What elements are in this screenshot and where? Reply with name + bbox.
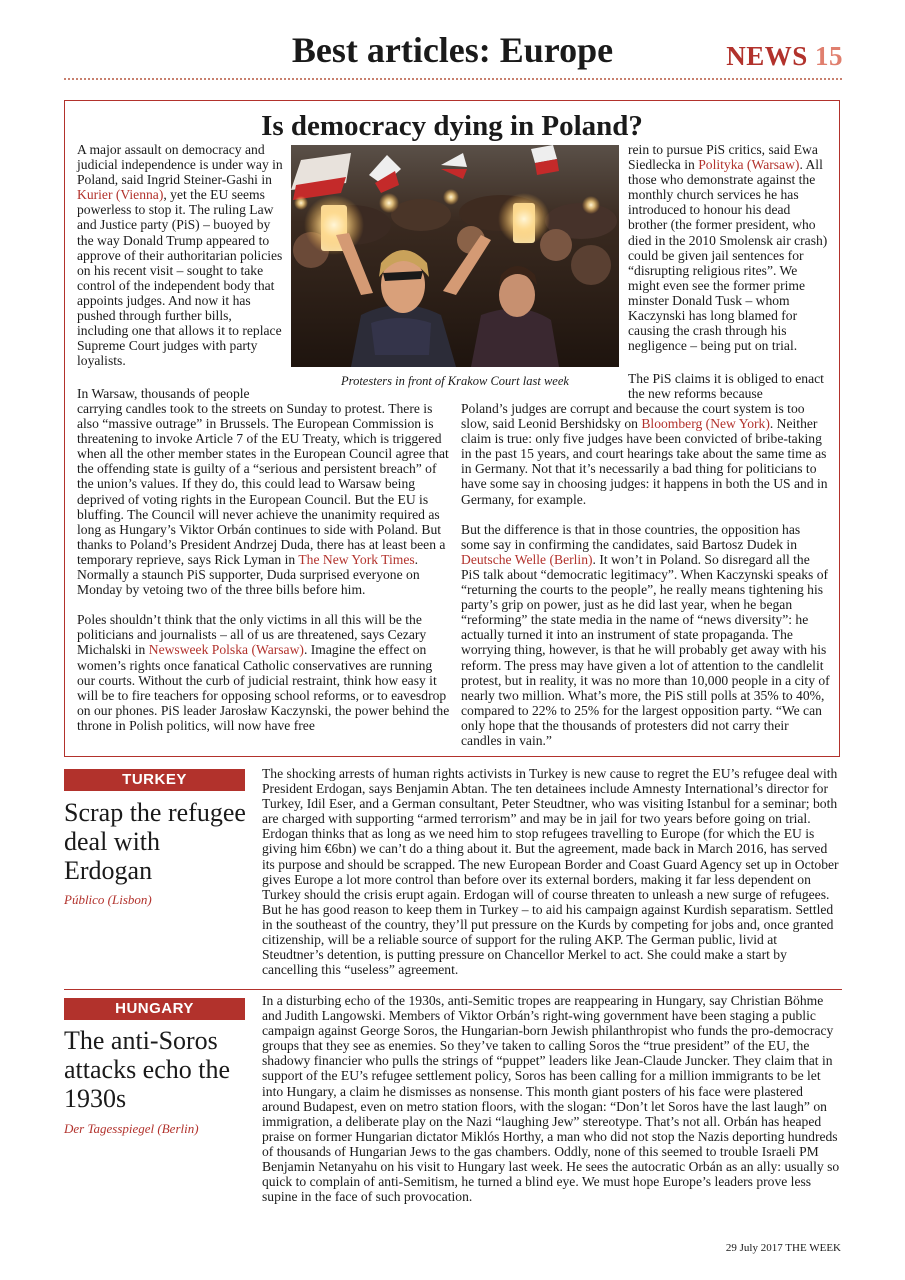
main-right-column-body xyxy=(461,401,831,748)
hungary-section-tag: HUNGARY xyxy=(64,998,245,1020)
page-title: Best articles: Europe xyxy=(291,30,614,70)
title-divider xyxy=(64,78,842,80)
text: But the difference is that in those countries, the opposition has some say in confirming the candidates, said Bartosz Dudek in xyxy=(461,521,801,552)
text: , yet the EU seems powerless to stop it. The ruling Law and Justice party (PiS) – buoyed by the way Donald Trump appeared to approve of their authoritarian policies on his recent visit – sought to take control of the independent body that appoints judges. And now it has pushed through further bills, including one that allows it to replace Supreme Court judges with party loyalists. xyxy=(77,187,283,369)
text: carrying candles took to the streets on Sunday to protest. There is also “massive outrage” in Brussels. The European Commission is threatening to invoke Article 7 of the EU Treaty, which is triggered when all the other member states in the European Council agree that the offending state is guilty of a “serious and persistent breach” of the union’s values. If they do, this could lead to Warsaw being deprived of voting rights in the European Council. But the EU is bluffing. The Council will never achieve the unanimity required as long as Hungary’s Viktor Orbán continues to side with Poland. But thanks to Poland’s President Andrzej Duda, there has at least been a temporary reprieve, says Rick Lyman in xyxy=(77,401,449,567)
source-bloomberg: Bloomberg (New York) xyxy=(641,416,770,432)
hungary-headline: The anti-Soros attacks echo the 1930s xyxy=(64,1026,231,1113)
turkey-article-body: The shocking arrests of human rights activists in Turkey is new cause to regret the EU’s refugee deal with President Erdogan, says Benjamin Abtan. The ten detainees include Amnesty International’s director for Turkey, Idil Eser, and a German consultant, Peter Steudtner, who was visiting Istanbul for a seminar; both are charged with supporting “armed terrorism” and may be in jail for two years before going on trial. Erdogan thinks that as long as we need him to stop refugees travelling to Europe (for which the EU is giving him €6bn) we can’t do a thing about it. But the agreement, made back in March 2016, has served its purpose and should be scrapped. The new European Border and Coast Guard Agency set up in October gives Europe a lot more control than before over its external borders, making it far less dependent on Turkey should the crisis erupt again. Erdogan will of course threaten to unleash a new surge of refugees. But he has good reason to keep them in Turkey – to aid his campaign against Kurdish separatism. Settled in the southeast of the country, they’ll put pressure on the Kurds by competing for jobs and, once granted citizenship, will be a reliable source of support for the ruling AKP. The German public, livid at Steudtner’s detention, is putting pressure on Chancellor Merkel to act. She could make a start by cancelling this “useless” agreement. xyxy=(262,766,839,978)
footer-publication: THE WEEK xyxy=(785,1242,841,1254)
section-label xyxy=(726,38,843,74)
main-headline: Is democracy dying in Poland? xyxy=(261,110,643,142)
source-kurier: Kurier (Vienna) xyxy=(77,187,164,203)
main-left-column-top xyxy=(77,142,283,368)
hungary-article-body: In a disturbing echo of the 1930s, anti-Semitic tropes are reappearing in Hungary, say Christian Böhme and Judith Langowski. Members of Viktor Orbán’s right-wing government have been staging a public campaign against George Soros, the Hungarian-born Jewish philanthropist who funds the pro-democracy groups that they see as enemies. So they’ve taken to calling Soros the “true president” of the EU, the shadowy financier who pulls the strings of “puppet” leaders like Jean-Claude Juncker. They claim that in support of the EU’s refugee settlement policy, Soros has been calling for a million immigrants to be let into Hungary, a claim he dismisses as nonsense. This month giant posters of his face were plastered around Budapest, even on metro station floors, with the slogan: “Don’t let Soros have the last laugh” on immigration, a deliberate play on the Nazi “laughing Jew” stereotype. That’s not all. Orbán has heaped praise on former Hungarian dictator Miklós Horthy, a man who did not stop the Nazis deporting hundreds of thousands of Hungarian Jews to the gas chambers. Oddly, none of this seemed to trouble Israeli PM Benjamin Netanyahu on his visit to Hungary last week. He sees the autocratic Orbán as an ally: usually so quick to complain of anti-Semitism, he turned a blind eye. We must hope Europe’s leaders prove less supine in the face of such provocation. xyxy=(262,993,840,1205)
source-nyt: The New York Times xyxy=(298,551,415,567)
section-name: NEWS xyxy=(726,41,808,71)
source-polityka: Polityka (Warsaw) xyxy=(698,157,800,173)
hungary-source: Der Tagesspiegel (Berlin) xyxy=(64,1121,199,1136)
photo-caption: Protesters in front of Krakow Court last week xyxy=(341,374,569,388)
main-left-column-lead: In Warsaw, thousands of people xyxy=(77,386,250,401)
turkey-section-tag: TURKEY xyxy=(64,769,245,791)
text: Poles shouldn’t think that the only victims in all this will be the politicians and journalists – all of us are threatened, says Cezary Michalski in xyxy=(77,612,427,658)
turkey-source: Público (Lisbon) xyxy=(64,892,152,907)
text: A major assault on democracy and judicial independence is under way in Poland, said Ingrid Steiner-Gashi in xyxy=(77,142,283,188)
page-footer xyxy=(726,1241,841,1255)
text: . Normally a staunch PiS supporter, Duda surprised everyone on Monday by vetoing two of the three bills before him. xyxy=(77,551,420,598)
text: Poland’s judges are corrupt and because the court system is too slow, said Leonid Bershidsky on xyxy=(461,401,805,432)
main-left-column-body xyxy=(77,401,453,733)
text: . All those who demonstrate against the monthly church services he has introduced to honour his dead brother (the former president, who died in the 2010 Smolensk air crash) could be given jail sentences for “disrupting religious rites”. We might even see the former prime minster Donald Tusk – whom Kaczynski has long blamed for causing the crash through his negligence – being put on trial. xyxy=(628,157,828,354)
text: . It won’t in Poland. So disregard all the PiS talk about “democratic legitimacy”. When Kaczynski speaks of “returning the courts to the people”, he really means tightening his party’s grip on power, just as he did last year, when he began “reforming” the state media in the name of “news diversity”: he actually turned it into an instrument of state propaganda. The worrying thing, however, is that he will probably get away with his reform. The press may have given a lot of attention to the candlelit protest, but in reality, it was no more than 10,000 people in a city of nearly two million. What’s more, the PiS still polls at 35% to 40%, compared to 22% to 25% for the largest opposition party. “We can only hope that the thousands of protesters did not carry their candles in vain.” xyxy=(461,551,830,748)
text: . Neither claim is true: only five judges have been convicted of bribe-taking in the past 15 years, and court hearings take about the same time as in Germany. Not that it’s necessarily a bad thing for politicians to have some say in choosing judges: it happens in both the US and in Germany, for example. xyxy=(461,416,828,507)
main-right-column-lead: The PiS claims it is obliged to enact the new reforms because xyxy=(628,371,824,402)
main-right-column-top xyxy=(628,142,832,353)
text: rein to pursue PiS critics, said Ewa Siedlecka in xyxy=(628,142,818,173)
source-deutsche-welle: Deutsche Welle (Berlin) xyxy=(461,551,593,567)
source-newsweek: Newsweek Polska (Warsaw) xyxy=(148,642,304,658)
page-number: 15 xyxy=(815,41,843,71)
protest-photo xyxy=(291,145,619,367)
text: . Imagine the effect on women’s rights once fanatical Catholic conservatives are running our courts. Without the curb of judicial restraint, think how easy it will be to fire teachers for opposing school reforms, or to eavesdrop on our phones. PiS leader Jarosław Kaczynski, the power behind the throne in Polish politics, will now have free xyxy=(77,642,450,733)
turkey-headline: Scrap the refugee deal with Erdogan xyxy=(64,798,246,885)
footer-date: 29 July 2017 xyxy=(725,1242,783,1254)
section-divider xyxy=(64,989,842,990)
photo-illustration xyxy=(291,145,619,367)
